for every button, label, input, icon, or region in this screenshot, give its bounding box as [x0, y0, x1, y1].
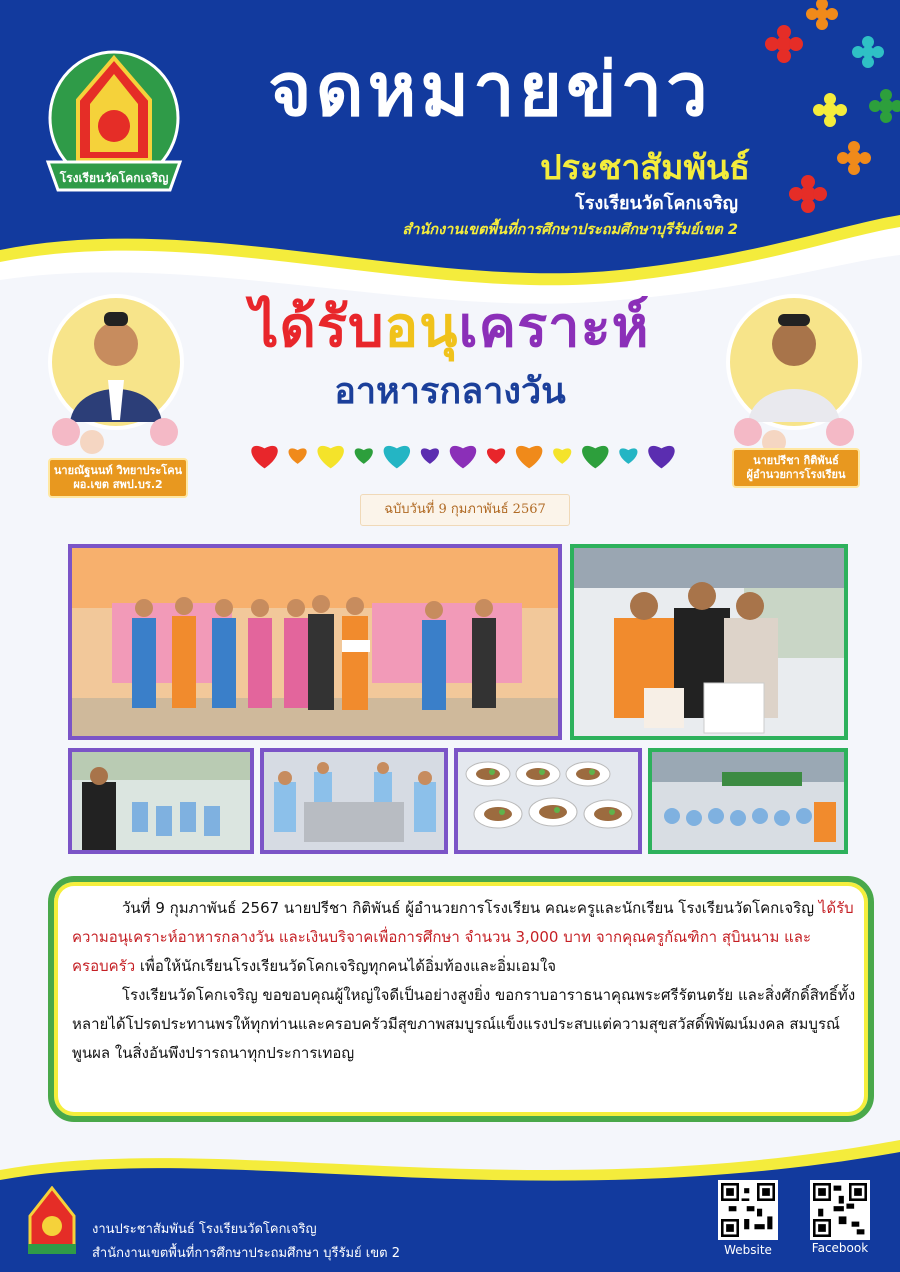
heart-icon [251, 446, 277, 469]
headline-part-1: ได้รับ [250, 295, 385, 360]
heart-icon [421, 448, 439, 463]
footer-logo [24, 1186, 80, 1256]
news-paragraph-1 [72, 894, 856, 981]
heart-icon [384, 446, 410, 469]
photo-donors [570, 544, 848, 740]
photo-food-bowls [454, 748, 642, 854]
footer-line-2: สำนักงานเขตพื้นที่การศึกษาประถมศึกษา บุรีรัมย์ เขต 2 [92, 1246, 400, 1261]
heart-icon [648, 446, 674, 469]
svg-text:โรงเรียนวัดโคกเจริญ: โรงเรียนวัดโคกเจริญ [59, 171, 169, 185]
footer-line-1: งานประชาสัมพันธ์ โรงเรียนวัดโคกเจริญ [92, 1222, 317, 1237]
headline-part-3: เคราะห์ [458, 295, 650, 360]
headline [220, 282, 680, 371]
school-logo [38, 40, 190, 205]
heart-icon [450, 446, 476, 469]
heart-icon [355, 448, 373, 463]
heart-icon [582, 446, 608, 469]
news-p1-text: วันที่ 9 กุมภาพันธ์ 2567 นายปรีชา กิติพันธ์ ผู้อำนวยการโรงเรียน คณะครูและนักเรียน โรงเรียนวัดโคกเจริญ [122, 899, 819, 917]
nameplate-right [732, 448, 860, 488]
portrait-left-name: นายณัฐนนท์ วิทยาประโคน [53, 464, 183, 477]
news-p1-highlight: ได้รับความอนุเคราะห์อาหารกลางวัน และเงินบริจาคเพื่อการศึกษา จำนวน 3,000 บาท จากคุณครูกัณฑิกา สุบินนาม และครอบครัว [72, 899, 854, 975]
photo-students-eating [260, 748, 448, 854]
news-paragraph-2: โรงเรียนวัดโคกเจริญ ขอขอบคุณผู้ใหญ่ใจดีเป็นอย่างสูงยิ่ง ขอกราบอาราธนาคุณพระศรีรัตนตรัย และสิ่งศักดิ์สิทธิ์ทั้งหลายได้โปรดประทานพรให้ทุกท่านและครอบครัวมีสุขภาพสมบูรณ์แข็งแรงประสบแต่ความสุขสวัสดิ์พิพัฒน์มงคล สมบูรณ์พูนผล ในสิ่งอันพึงปรารถนาทุกประการเทอญ [72, 986, 856, 1062]
decorative-flowers [750, 0, 900, 230]
portrait-right-name: นายปรีชา กิติพันธ์ [753, 454, 839, 467]
qr-website-label: Website [724, 1243, 772, 1257]
headline-line-2: อาหารกลางวัน [334, 371, 566, 412]
issue-date: ฉบับวันที่ 9 กุมภาพันธ์ 2567 [360, 494, 570, 526]
news-body [72, 894, 856, 1068]
newsletter-subtitle: ประชาสัมพันธ์ [540, 148, 750, 188]
school-name: โรงเรียนวัดโคกเจริญ [575, 193, 738, 214]
heart-icon [289, 448, 307, 463]
portrait-left [36, 292, 196, 482]
news-p1-ending: เพื่อให้นักเรียนโรงเรียนวัดโคกเจริญทุกคนได้อิ่มท้องและอิ่มเอมใจ [135, 957, 557, 975]
headline-part-2: อนุ [384, 295, 459, 360]
portrait-right-role: ผู้อำนวยการโรงเรียน [746, 468, 846, 481]
newsletter-title: จดหมายข่าว [268, 47, 712, 133]
photo-serving [68, 748, 254, 854]
photo-hall [648, 748, 848, 854]
heart-icon [487, 448, 505, 463]
hearts-row [248, 436, 678, 472]
heart-icon [516, 446, 542, 469]
qr-facebook-label: Facebook [811, 1241, 869, 1255]
photo-donation-ceremony [68, 544, 562, 740]
heart-icon [317, 446, 343, 469]
office-name: สำนักงานเขตพื้นที่การศึกษาประถมศึกษาบุรีรัมย์เขต 2 [402, 222, 738, 238]
heart-icon [619, 448, 637, 463]
portrait-left-role: ผอ.เขต สพป.บร.2 [73, 478, 163, 491]
qr-code-website[interactable] [718, 1180, 778, 1240]
qr-code-facebook[interactable] [810, 1180, 870, 1240]
nameplate-left [48, 458, 188, 498]
heart-icon [553, 448, 571, 463]
